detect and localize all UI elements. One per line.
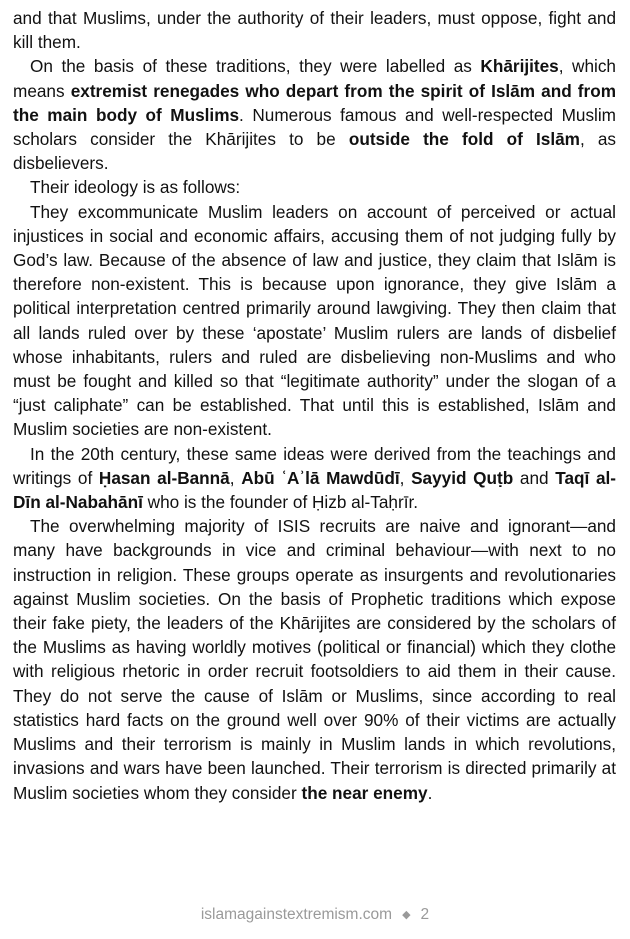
text-run: , bbox=[229, 467, 242, 488]
paragraph-2 bbox=[13, 175, 616, 199]
text-run: who is the founder of Ḥizb al-Taḥrīr. bbox=[142, 492, 419, 513]
paragraph-5 bbox=[13, 514, 616, 804]
bold-run: outside the fold of Islām bbox=[348, 129, 580, 150]
text-run: On the basis of these traditions, they were labelled as bbox=[30, 56, 481, 77]
paragraph-4 bbox=[13, 442, 616, 515]
paragraph-1 bbox=[13, 54, 616, 175]
text-run: and bbox=[513, 467, 556, 488]
bold-run: the near enemy bbox=[301, 782, 428, 803]
text-run: Their ideology is as follows: bbox=[30, 177, 241, 198]
paragraph-0 bbox=[13, 6, 616, 54]
text-run: , which means bbox=[13, 56, 616, 101]
footer-site-link[interactable]: islamagainstextremism.com bbox=[200, 906, 393, 923]
text-run: . bbox=[427, 782, 433, 803]
text-run: In the 20th century, these same ideas were derived from the teachings and writings of bbox=[13, 443, 616, 488]
text-run: The overwhelming majority of ISIS recruits are naive and ignorant—and many have backgrounds in vice and criminal behaviour—with next to no instruction in religion. These groups operate as insurgents and revolutionaries against Muslim societies. On the basis of Prophetic traditions which expose their fake piety, the leaders of the Khārijites are considered by the scholars of the Muslims as having worldly motives (political or financial) which they clothe with religious rhetoric in order recruit footsoldiers to aid them in their cause. They do not serve the cause of Islām or Muslims, since according to real statistics hard facts on the ground well over 90% of their victims are actually Muslims and their terrorism is mainly in Muslim lands in which revolutions, invasions and wars have been launched. Their terrorism is directed primarily at Muslim societies whom they consider bbox=[13, 516, 616, 803]
body-text bbox=[13, 6, 616, 805]
bold-run: extremist renegades who depart from the spirit of Islām and from the main body of Muslims bbox=[13, 80, 616, 125]
diamond-separator-icon: ◆ bbox=[402, 909, 411, 921]
text-run: and that Muslims, under the authority of their leaders, must oppose, fight and kill them. bbox=[13, 8, 616, 53]
text-run: , as disbelievers. bbox=[13, 129, 617, 174]
text-run: They excommunicate Muslim leaders on account of perceived or actual injustices in social and economic affairs, accusing them of not judging fully by God’s law. Because of the absence of law and justice, they claim that Islām is therefore non-existent. This is because upon ignorance, they give Islām a political interpretation centred primarily around lawgiving. They then claim that all lands ruled over by these ‘apostate’ Muslim rulers are lands of disbelief whose inhabitants, rulers and ruled are disbelieving non-Muslims and who must be fought and killed so that “legitimate authority” under the slogan of a “just caliphate” can be established. That until this is established, Islām and Muslim societies are non-existent. bbox=[13, 201, 616, 440]
bold-run: Ḥasan al-Bannā bbox=[98, 467, 230, 488]
paragraph-3 bbox=[13, 200, 616, 442]
text-run: . Numerous famous and well-respected Muslim scholars consider the Khārijites to be bbox=[13, 104, 616, 150]
bold-run: Abū ʿAʾlā Mawdūdī bbox=[241, 467, 400, 488]
page-footer bbox=[0, 906, 630, 930]
bold-run: Taqī al-Dīn al-Nabahānī bbox=[13, 467, 617, 513]
bold-run: Khārijites bbox=[480, 56, 559, 77]
text-run: , bbox=[399, 467, 412, 488]
bold-run: Sayyid Quṭb bbox=[411, 467, 514, 488]
page-number: 2 bbox=[420, 906, 430, 923]
